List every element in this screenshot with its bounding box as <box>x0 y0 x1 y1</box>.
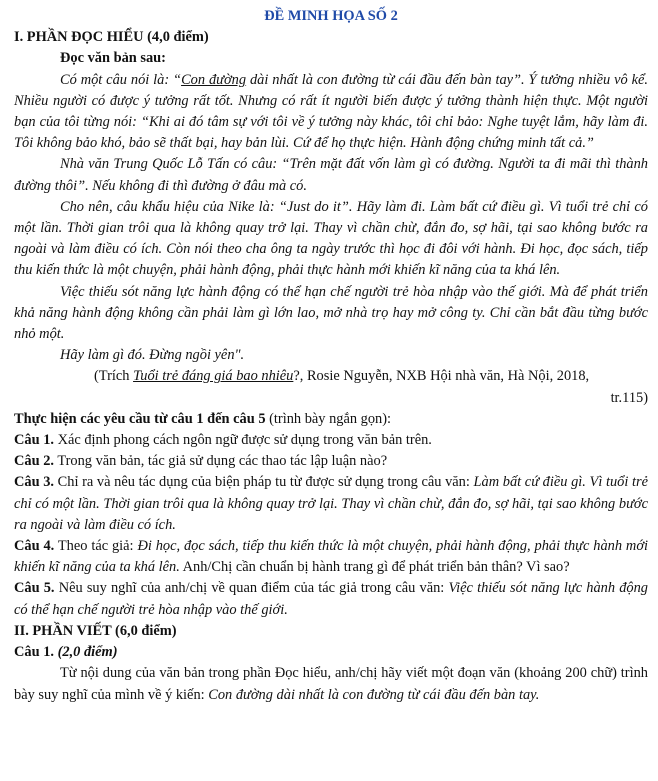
question-label: Câu 1. <box>14 644 54 661</box>
question-label: Câu 3. <box>14 474 55 491</box>
question-label: Câu 5. <box>14 580 55 597</box>
exam-title: ĐỀ MINH HỌA SỐ 2 <box>264 8 398 24</box>
question-text: Xác định phong cách ngôn ngữ được sử dụng trong văn bản trên. <box>53 432 432 449</box>
citation-prefix: (Trích <box>94 368 134 385</box>
question-quote: Việc thiếu sót năng lực hành động có thể hạn chế người trẻ hòa nhập vào thế giới. <box>14 580 648 618</box>
question-quote: Đi học, đọc sách, tiếp thu kiến thức là một chuyện, phải hành động, phải thực hành mới khiến kĩ năng của ta khá lên. <box>14 538 649 576</box>
read-label: Đọc văn bản sau: <box>60 50 166 67</box>
passage-paragraph-3: Cho nên, câu khẩu hiệu của Nike là: “Just do it”. Hãy làm đi. Làm bất cứ điều gì. Vì tuổi trẻ chỉ có một lần. Thời gian trôi qua là không quay trở lại. Thay vì chần chừ, đắn đo, sợ hãi, tại sao không bước ra ngoài và làm điều có ích. Còn nói theo cha ông ta ngày trước thì học đi đôi với hành. Đi học, đọc sách, tiếp thu kiến thức là một chuyện, phải hành động, phải thực hành mới khiến kĩ năng của ta khá lên. <box>14 198 648 279</box>
question-tail: Anh/Chị cần chuẩn bị hành trang gì để phát triển bản thân? Vì sao? <box>179 559 570 576</box>
question-3 <box>14 472 648 536</box>
underlined-phrase: Con đường <box>181 71 247 88</box>
question-1 <box>14 430 648 451</box>
citation <box>14 366 648 387</box>
citation-suffix: ?, Rosie Nguyễn, NXB Hội nhà văn, Hà Nội, 2018, <box>293 368 590 385</box>
question-quote: Làm bất cứ điều gì. Vì tuổi trẻ chỉ có một lần. Thời gian trôi qua là không quay trở lại. Thay vì chần chừ, đắn đo, sợ hãi, tại sao không bước ra ngoài và làm điều có ích. <box>14 474 648 533</box>
question-text: Chỉ ra và nêu tác dụng của biện pháp tu từ được sử dụng trong câu văn: <box>54 474 474 491</box>
passage-paragraph-1 <box>14 70 648 155</box>
part2-heading: II. PHẦN VIẾT (6,0 điểm) <box>14 622 177 639</box>
question-4 <box>14 536 648 578</box>
instruction-rest: (trình bày ngắn gọn): <box>265 410 392 427</box>
passage-paragraph-4: Việc thiếu sót năng lực hành động có thể hạn chế người trẻ hòa nhập vào thế giới. Mà để phát triển khả năng hành động không cần phải làm gì lớn lao, mở nhà trọ hay mở công ty. Chỉ cần bắt đầu từng bước nhỏ một. <box>14 283 648 343</box>
question-label: Câu 2. <box>14 453 54 470</box>
instruction <box>14 409 648 430</box>
question-5 <box>14 578 648 620</box>
question-quote: Con đường dài nhất là con đường từ cái đầu đến bàn tay. <box>208 686 540 703</box>
question-label: Câu 4. <box>14 538 55 555</box>
question-text: Nêu suy nghĩ của anh/chị về quan điểm của tác giả trong câu văn: <box>54 580 449 597</box>
part1-heading: I. PHẦN ĐỌC HIỂU (4,0 điểm) <box>14 29 209 46</box>
question-text: Từ nội dung của văn bản trong phần Đọc hiểu, anh/chị hãy viết một đoạn văn (khoảng 200 chữ) trình bày suy nghĩ của mình về ý kiến: <box>14 665 648 703</box>
book-title: Tuổi trẻ đáng giá bao nhiêu <box>133 368 294 385</box>
exam-page <box>14 0 648 706</box>
question-2 <box>14 451 648 472</box>
instruction-bold: Thực hiện các yêu cầu từ câu 1 đến câu 5 <box>14 410 266 427</box>
part2-question-1-header <box>14 642 648 663</box>
part2-question-1-body <box>14 663 648 705</box>
question-points: (2,0 điểm) <box>53 644 118 661</box>
passage-text: Có một câu nói là: “ <box>60 71 182 88</box>
question-label: Câu 1. <box>14 432 54 449</box>
passage-text: dài nhất là con đường từ cái đầu đến bàn tay”. Ý tưởng nhiều vô kể. Nhiều người có được ý tưởng rất tốt. Nhưng có rất ít người biến được ý tưởng thành hiện thực. Một người bạn của tôi từng nói: “Khi ai đó tâm sự với tôi về ý tưởng này khác, tôi chỉ bảo: Nghe tuyệt lắm, hãy làm đi. Tôi không bảo khó, bảo sẽ thất bại, hay bản lùi. Cứ để họ thực hiện. Hành động chứng minh tất cả.” <box>14 71 649 152</box>
citation-pages: tr.115) <box>610 389 648 406</box>
question-text: Theo tác giả: <box>54 538 138 555</box>
passage-paragraph-2: Nhà văn Trung Quốc Lỗ Tấn có câu: “Trên mặt đất vốn làm gì có đường. Người ta đi mãi thì thành đường thôi”. Nếu không đi thì đường ở đâu mà có. <box>14 156 648 194</box>
passage-paragraph-5: Hãy làm gì đó. Đừng ngồi yên". <box>60 347 245 364</box>
question-text: Trong văn bản, tác giả sử dụng các thao tác lập luận nào? <box>53 453 388 470</box>
